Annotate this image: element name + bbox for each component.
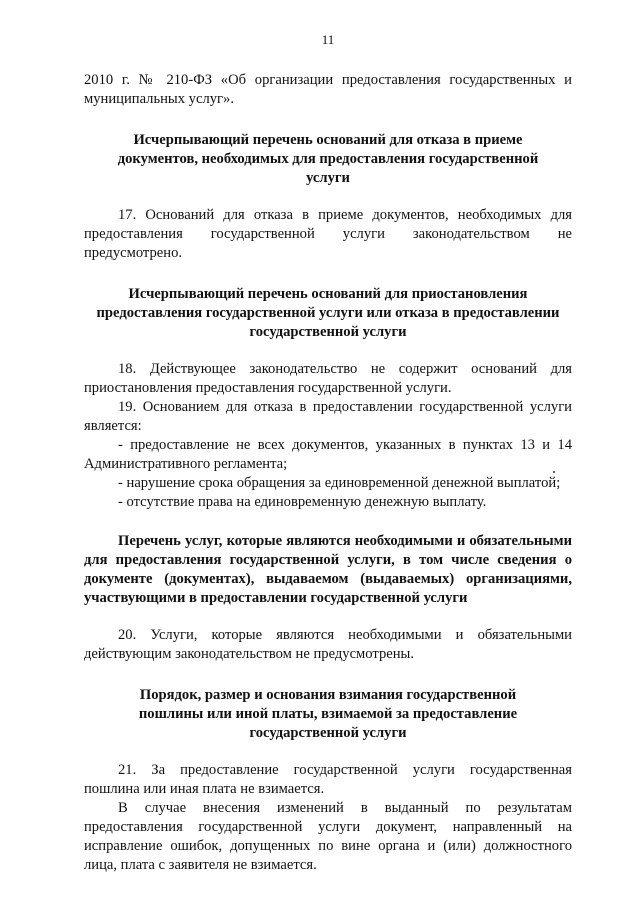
- paragraph-18: 18. Действующее законодательство не содержит оснований для приостановления предоставления государственной услуги.: [84, 361, 572, 396]
- paragraph-20: 20. Услуги, которые являются необходимыми и обязательными действующим законодательством не предусмотрены.: [84, 627, 572, 662]
- paragraph-19-item-2: - нарушение срока обращения за единовременной денежной выплатой;: [118, 475, 561, 491]
- heading-refusal-acceptance: Исчерпывающий перечень оснований для отказа в приеме документов, необходимых для предоставления государственной услуги: [117, 132, 539, 186]
- paragraph-17: 17. Оснований для отказа в приеме документов, необходимых для предоставления государственной услуги законодательством не предусмотрено.: [84, 207, 572, 261]
- intro-paragraph: 2010 г. № 210-ФЗ «Об организации предоставления государственных и муниципальных услуг».: [84, 72, 572, 107]
- paragraph-21: 21. За предоставление государственной услуги государственная пошлина или иная плата не взимается.: [84, 762, 572, 797]
- heading-suspension-refusal: Исчерпывающий перечень оснований для приостановления предоставления государственной услуги или отказа в предоставлении государственной услуги: [96, 286, 560, 340]
- scan-speck: [553, 471, 555, 473]
- paragraph-21-continued: В случае внесения изменений в выданный по результатам предоставления государственной услуги документ, направленный на исправление ошибок, допущенных по вине органа и (или) должностного лица, плата с заявителя не взимается.: [84, 800, 572, 873]
- paragraph-19-item-3: - отсутствие права на единовременную денежную выплату.: [118, 494, 487, 510]
- paragraph-19-item-1: - предоставление не всех документов, указанных в пунктах 13 и 14 Административного регламента;: [84, 437, 572, 472]
- heading-required-services: Перечень услуг, которые являются необходимыми и обязательными для предоставления государственной услуги, в том числе сведения о документе (документах), выдаваемом (выдаваемых) организациями, участвующими в предоставлении государственной услуги: [84, 533, 572, 606]
- paragraph-19: 19. Основанием для отказа в предоставлении государственной услуги является:: [84, 399, 572, 434]
- page-number: 11: [321, 32, 335, 47]
- heading-state-fee: Порядок, размер и основания взимания государственной пошлины или иной платы, взимаемой за предоставление государственной услуги: [138, 687, 518, 741]
- document-page: [84, 30, 572, 875]
